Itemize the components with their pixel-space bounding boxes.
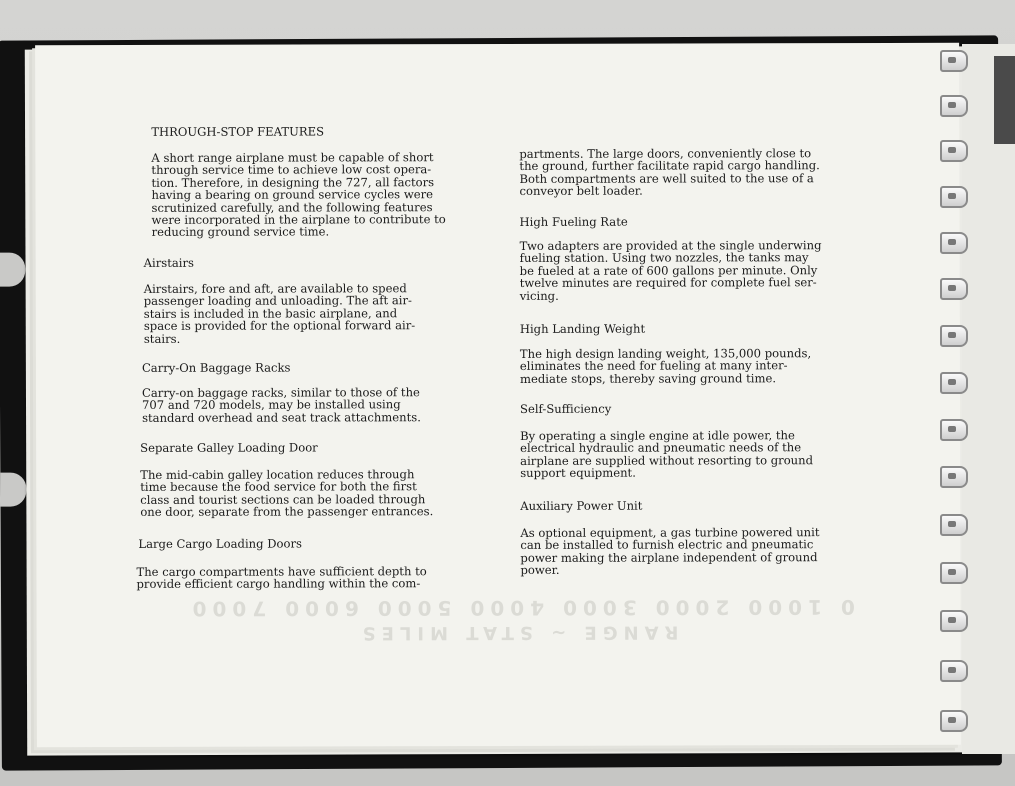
text-line: through service time to achieve low cost opera-	[151, 162, 432, 178]
binder-notch-top	[0, 252, 25, 286]
text-line: tion. Therefore, in designing the 727, all factors	[151, 174, 435, 190]
spiral-ring	[940, 278, 970, 298]
text-line: passenger loading and unloading. The aft air-	[143, 293, 412, 309]
section-heading-cargo-doors: Large Cargo Loading Doors	[138, 536, 302, 551]
left-column	[136, 44, 481, 592]
spiral-ring	[940, 466, 970, 486]
spiral-ring	[940, 372, 970, 392]
text-line: vicing.	[519, 288, 559, 303]
section-body-cargo-doors-part1	[136, 565, 426, 591]
intro-paragraph	[151, 151, 445, 239]
text-line: The high design landing weight, 135,000 pounds,	[519, 346, 812, 361]
text-line: power.	[520, 563, 560, 578]
text-line: Two adapters are provided at the single underwing	[519, 238, 822, 253]
section-body-landing-weight	[520, 347, 811, 385]
section-body-galley-door	[140, 468, 433, 518]
text-line: 707 and 720 models, may be installed using	[142, 397, 401, 413]
text-line: Airstairs, fore and aft, are available to speed	[143, 281, 407, 296]
text-line: class and tourist sections can be loaded through	[140, 492, 426, 507]
document-page	[35, 43, 961, 747]
text-line: Both compartments are well suited to the use of a	[519, 170, 814, 186]
text-line: Carry-on baggage racks, similar to those of the	[141, 385, 420, 400]
spiral-ring	[940, 325, 970, 345]
text-line: the ground, further facilitate rapid cargo handling.	[519, 158, 820, 174]
text-line: partments. The large doors, conveniently close to	[519, 146, 812, 161]
spiral-ring	[940, 514, 970, 534]
text-line: The cargo compartments have sufficient depth to	[136, 564, 427, 579]
binder-notch-bottom	[0, 472, 26, 506]
text-line: standard overhead and seat track attachments.	[142, 410, 421, 425]
text-line: mediate stops, thereby saving ground time.	[519, 371, 777, 386]
section-heading-baggage-racks: Carry-On Baggage Racks	[141, 360, 291, 375]
section-heading-fueling-rate: High Fueling Rate	[519, 214, 628, 229]
spiral-ring	[940, 186, 970, 206]
text-line: twelve minutes are required for complete fuel ser-	[519, 275, 817, 291]
text-line: be fueled at a rate of 600 gallons per minute. Only	[519, 262, 818, 278]
spiral-ring	[940, 50, 970, 70]
text-line: stairs.	[143, 331, 181, 346]
text-line: were incorporated in the airplane to contribute to	[151, 212, 446, 227]
text-line: space is provided for the optional forward air-	[143, 318, 416, 334]
spiral-ring	[940, 95, 970, 115]
spiral-ring	[940, 562, 970, 582]
text-line: provide efficient cargo handling within the com-	[136, 576, 421, 592]
text-line: By operating a single engine at idle power, the	[520, 428, 795, 443]
text-line: having a bearing on ground service cycles were	[151, 187, 434, 203]
section-body-fueling-rate	[520, 239, 822, 302]
section-heading-landing-weight: High Landing Weight	[519, 321, 646, 336]
section-heading-galley-door: Separate Galley Loading Door	[140, 440, 318, 455]
text-line: airplane are supplied without resorting to ground	[520, 452, 814, 468]
text-line: can be installed to furnish electric and pneumatic	[520, 537, 814, 553]
spiral-ring	[940, 610, 970, 630]
right-column	[519, 43, 849, 578]
text-line: The mid-cabin galley location reduces through	[140, 467, 415, 482]
spiral-ring	[940, 232, 970, 252]
text-line: scrutinized carefully, and the following features	[151, 199, 433, 215]
spiral-ring	[940, 140, 970, 160]
next-page-mark	[994, 56, 1015, 144]
section-body-apu	[520, 526, 819, 576]
text-line: conveyor belt loader.	[519, 183, 643, 199]
text-line: stairs is included in the basic airplane, and	[143, 306, 398, 321]
page-title: THROUGH-STOP FEATURES	[151, 124, 325, 139]
section-heading-self-sufficiency: Self-Sufficiency	[520, 401, 612, 416]
text-line: electrical hydraulic and pneumatic needs of the	[520, 440, 802, 456]
text-line: fueling station. Using two nozzles, the tanks may	[519, 250, 809, 266]
show-through-axis-label: RANGE ~ STAT MILES	[356, 621, 679, 644]
text-line: power making the airplane independent of ground	[520, 549, 818, 565]
text-line: eliminates the need for fueling at many inter-	[519, 358, 788, 374]
text-line: A short range airplane must be capable of short	[151, 150, 434, 165]
section-heading-apu: Auxiliary Power Unit	[520, 498, 643, 513]
text-line: As optional equipment, a gas turbine powered unit	[520, 525, 820, 540]
section-body-baggage-racks	[142, 386, 421, 424]
text-line: time because the food service for both the first	[140, 479, 417, 495]
section-body-self-sufficiency	[520, 429, 813, 479]
text-line: reducing ground service time.	[151, 224, 330, 240]
spiral-ring	[940, 419, 970, 439]
spiral-ring	[940, 710, 970, 730]
show-through-axis-numbers: 0 1000 2000 3000 4000 5000 6000 7000	[186, 595, 855, 621]
text-line: one door, separate from the passenger entrances.	[140, 504, 434, 520]
section-body-cargo-doors-part2	[519, 147, 820, 197]
section-heading-airstairs: Airstairs	[143, 255, 195, 270]
text-line: support equipment.	[520, 465, 636, 481]
spiral-ring	[940, 660, 970, 680]
section-body-airstairs	[144, 282, 415, 345]
